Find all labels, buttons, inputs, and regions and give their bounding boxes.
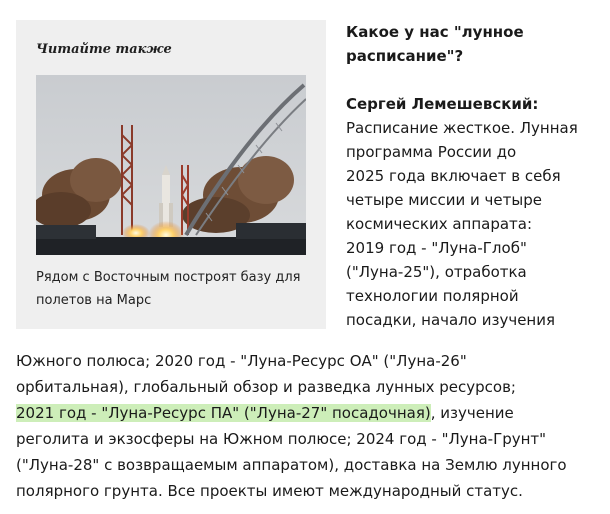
answer-speaker [346, 92, 586, 116]
answer-line: реголита и экзосферы на Южном полюсе; 2024 год - "Луна-Грунт" [16, 430, 547, 448]
answer-line: 2025 года включает в себя [346, 167, 561, 185]
read-also-title: Читайте также [36, 42, 172, 57]
answer-continuation [16, 348, 596, 504]
answer-line: Расписание жесткое. Лунная [346, 119, 578, 137]
answer-line: 2019 год - "Луна-Глоб" [346, 239, 527, 257]
rocket-launch-photo[interactable] [36, 75, 306, 255]
answer-line: полярного грунта. Все проекты имеют международный статус. [16, 482, 523, 500]
answer-line: четыре миссии и четыре [346, 191, 542, 209]
answer-line: космических аппарата: [346, 215, 533, 233]
answer-line: Южного полюса; 2020 год - "Луна-Ресурс ОА" ("Луна-26" [16, 352, 467, 370]
speaker-name: Сергей Лемешевский: [346, 95, 539, 113]
answer-line: ("Луна-25"), отработка [346, 263, 527, 281]
read-also-box[interactable] [16, 20, 326, 329]
answer-line: ("Луна-28" с возвращаемым аппаратом), доставка на Землю лунного [16, 456, 567, 474]
answer-line: посадки, начало изучения [346, 311, 555, 329]
answer-line: технологии полярной [346, 287, 519, 305]
article-right-column [346, 20, 586, 332]
answer-line-highlighted [16, 400, 596, 426]
answer-line: программа России до [346, 143, 517, 161]
answer-text: , изучение [430, 404, 514, 422]
read-also-link[interactable]: Рядом с Восточным построят базу для полетов на Марс [36, 270, 301, 308]
question-heading: Какое у нас "лунное расписание"? [346, 23, 524, 65]
answer-line: орбитальная), глобальный обзор и разведка лунных ресурсов; [16, 378, 516, 396]
text-highlight[interactable]: 2021 год - "Луна-Ресурс ПА" ("Луна-27" посадочная) [16, 404, 431, 422]
